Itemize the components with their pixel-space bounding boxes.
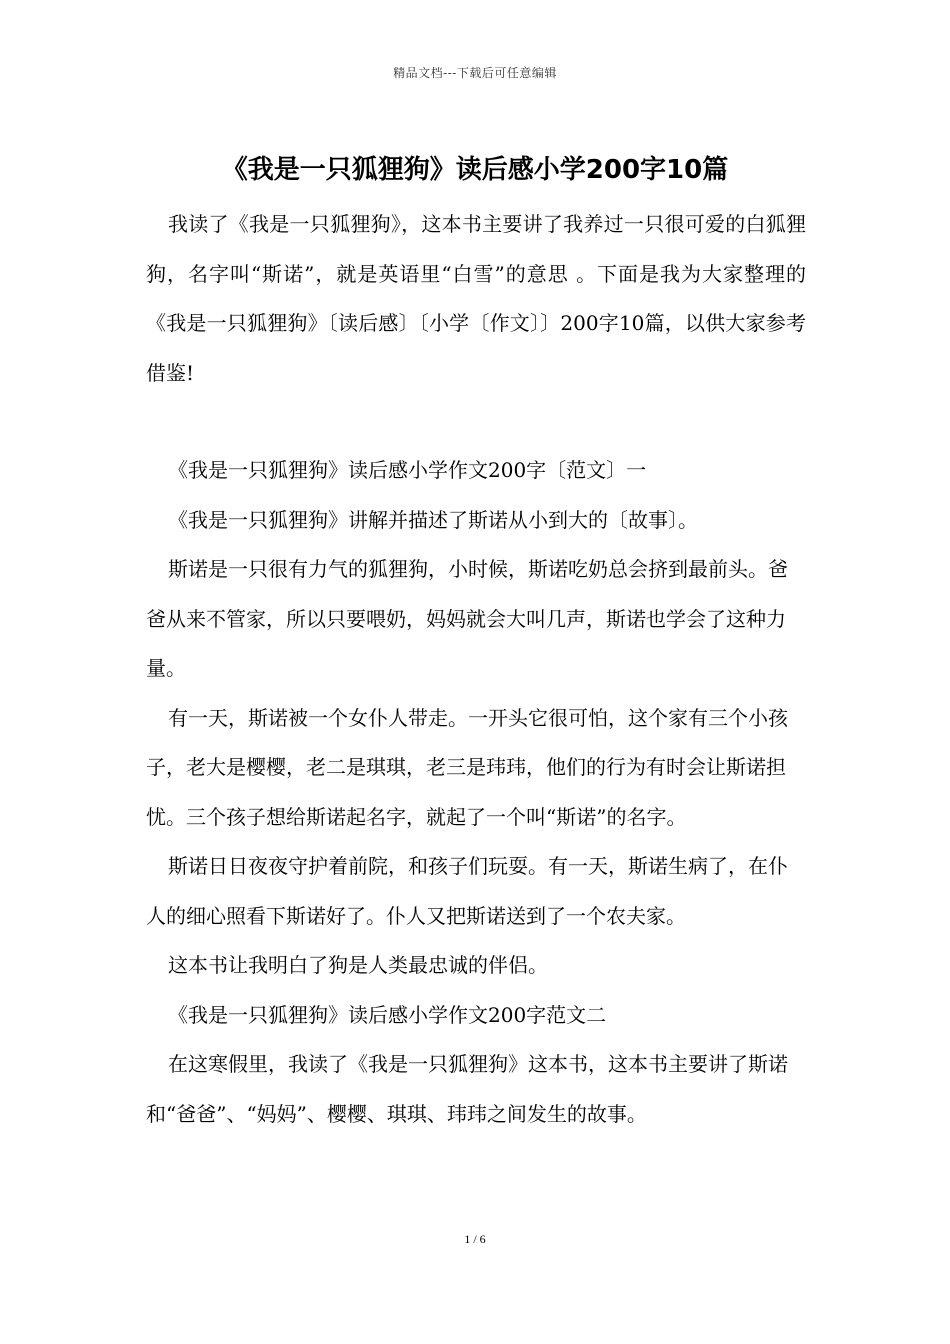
section-heading-2: 《我是一只狐狸狗》读后感小学作文200字范文二 — [168, 1002, 607, 1027]
body-paragraph: 《我是一只狐狸狗》讲解并描述了斯诺从小到大的〔故事〕。 — [168, 507, 698, 532]
document-title: 《我是一只狐狸狗》读后感小学200字10篇 — [221, 155, 729, 185]
intro-paragraph: 我读了《我是一只狐狸狗》，这本书主要讲了我养过一只很可爱的白狐狸狗，名字叫“斯诺”，就是英语里“白雪”的意思 。下面是我为大家整理的《我是一只狐狸狗》〔读后感〕〔小学〔作文〕〕200字10篇，以供大家参考借鉴! — [146, 212, 806, 385]
body-paragraph: 这本书让我明白了狗是人类最忠诚的伴侣。 — [168, 953, 548, 977]
body-paragraph: 有一天，斯诺被一个女仆人带走。一开头它很可怕，这个家有三个小孩子，老大是樱樱，老二是琪琪，老三是玮玮，他们的行为有时会让斯诺担忧。三个孩子想给斯诺起名字，就起了一个叫“斯诺”的名字。 — [146, 705, 788, 829]
paragraph-spacer — [146, 398, 806, 446]
body-paragraph: 在这寒假里，我读了《我是一只狐狸狗》这本书，这本书主要讲了斯诺和“爸爸”、“妈妈”、樱樱、琪琪、玮玮之间发生的故事。 — [146, 1052, 788, 1126]
section-heading-1: 《我是一只狐狸狗》读后感小学作文200字〔范文〕一 — [168, 458, 647, 482]
page-number: 1 / 6 — [464, 1232, 486, 1246]
document-body — [146, 200, 806, 1139]
body-paragraph: 斯诺日日夜夜守护着前院，和孩子们玩耍。有一天，斯诺生病了，在仆人的细心照看下斯诺好了。仆人又把斯诺送到了一个农夫家。 — [146, 854, 788, 928]
page-header: 精品文档---下载后可任意编辑 — [393, 66, 557, 80]
body-paragraph: 斯诺是一只很有力气的狐狸狗，小时候，斯诺吃奶总会挤到最前头。爸爸从来不管家，所以只要喂奶，妈妈就会大叫几声，斯诺也学会了这种力量。 — [146, 557, 788, 680]
